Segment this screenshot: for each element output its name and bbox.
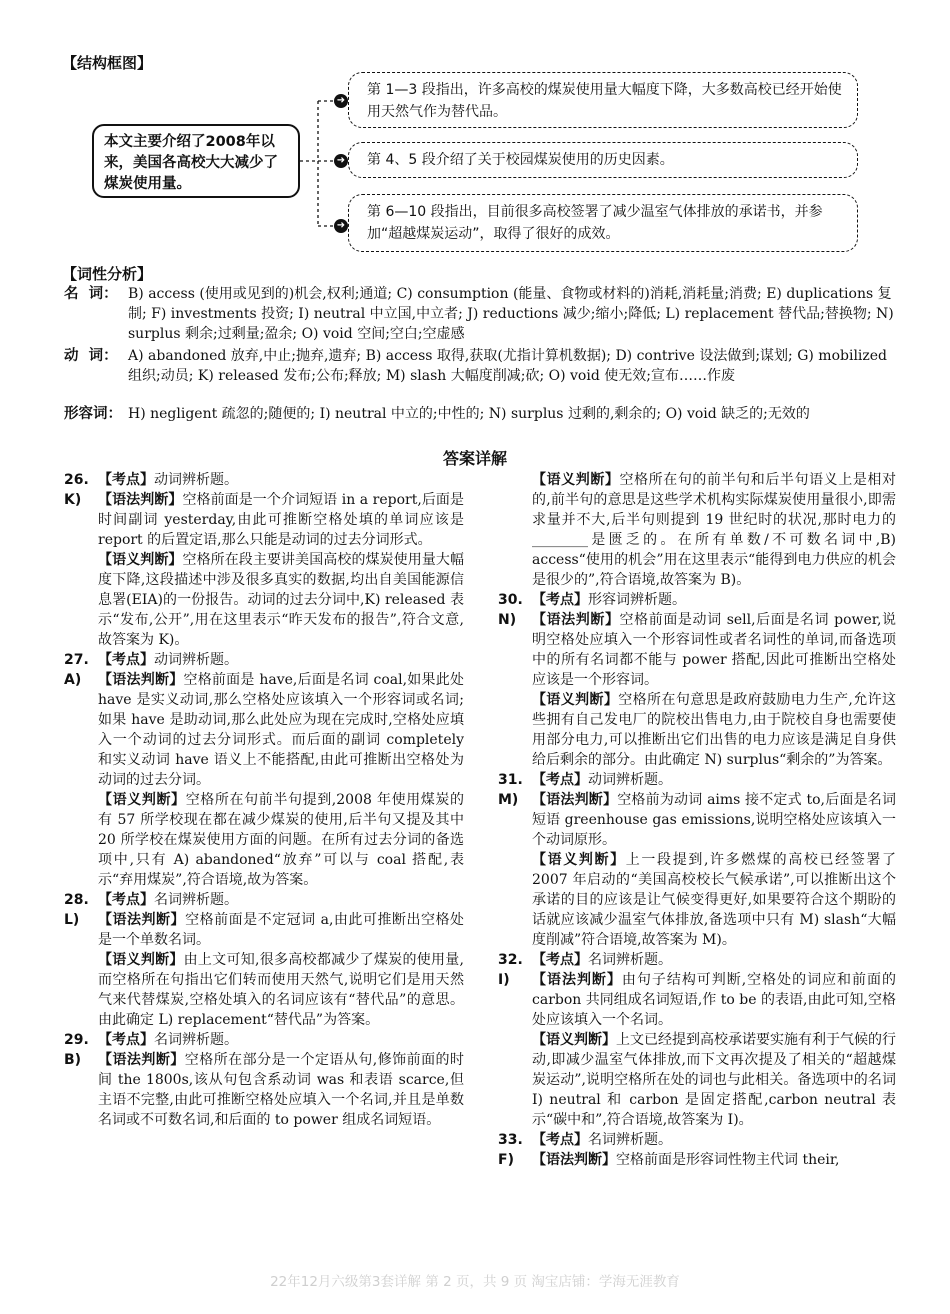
q28 bbox=[64, 890, 464, 910]
q27 bbox=[64, 650, 464, 670]
point-box-3: 第 6—10 段指出，目前很多高校签署了减少温室气体排放的承诺书，并参加“超越煤炭运动”，取得了很好的成效。 bbox=[348, 194, 858, 252]
q32-grammar-label: 【语法判断】 bbox=[532, 972, 622, 988]
q29-grammar-label: 【语法判断】 bbox=[98, 1052, 185, 1068]
q30-grammar bbox=[498, 610, 896, 690]
q28-type: 名词辨析题。 bbox=[154, 892, 238, 908]
answers-left-column bbox=[64, 470, 464, 1130]
q30-grammar-label: 【语法判断】 bbox=[532, 612, 620, 628]
main-summary-box: 本文主要介绍了2008年以来，美国各高校大大减少了煤炭使用量。 bbox=[92, 124, 300, 198]
arrow-right-icon: ➜ bbox=[334, 219, 348, 233]
q33-grammar-text: 空格前面是形容词性物主代词 their, bbox=[616, 1152, 840, 1168]
q29 bbox=[64, 1030, 464, 1050]
q32-grammar bbox=[498, 970, 896, 1030]
q29-grammar-text: 空格所在部分是一个定语从句,修饰前面的时间 the 1800s,该从句包含系动词 was 和表语 scarce,但主语不完整,由此可推断空格处应填入一个名词,并且是单数名词或不可数名词,和后面的 to power 组成名词短语。 bbox=[98, 1052, 465, 1128]
q27-kd-label: 【考点】 bbox=[98, 652, 154, 668]
q26-type: 动词辨析题。 bbox=[154, 472, 238, 488]
q30 bbox=[498, 590, 896, 610]
q32-semantic bbox=[532, 1030, 896, 1130]
q31-grammar-text: 空格前为动词 aims 接不定式 to,后面是名词短语 greenhouse gas emissions,说明空格处应该填入一个动词原形。 bbox=[532, 792, 897, 848]
q31-semantic bbox=[532, 850, 896, 950]
q27-number: 27. bbox=[64, 652, 89, 668]
q28-semantic-label: 【语义判断】 bbox=[98, 952, 184, 968]
q32-answer-letter: I) bbox=[498, 972, 510, 988]
q28-kd-label: 【考点】 bbox=[98, 892, 154, 908]
q27-grammar bbox=[64, 670, 464, 790]
pos-verb-label: 动 词： bbox=[64, 348, 118, 364]
q26-kd-label: 【考点】 bbox=[98, 472, 154, 488]
q26-semantic bbox=[98, 550, 464, 650]
q31-type: 动词辨析题。 bbox=[588, 772, 672, 788]
q30-number: 30. bbox=[498, 592, 523, 608]
arrow-right-icon: ➜ bbox=[334, 154, 348, 168]
q32-number: 32. bbox=[498, 952, 523, 968]
q28-semantic bbox=[98, 950, 464, 1030]
q28-semantic-text: 由上文可知,很多高校都减少了煤炭的使用量,而空格所在句指出它们转而使用天然气,说明它们是用天然气来代替煤炭,空格处填入的名词应该有“替代品”的意思。由此确定 L) replacement“替代品”为答案。 bbox=[98, 952, 464, 1028]
q32-semantic-text: 上文已经提到高校承诺要实施有利于气候的行动,即减少温室气体排放,而下文再次提及了相关的“超越煤炭运动”,说明空格所在处的词也与此相关。备选项中的名词 I) neutral 和 carbon 是固定搭配,carbon neutral 表示“碳中和”,符合语境,故答案为 I)。 bbox=[532, 1032, 896, 1128]
q29-type: 名词辨析题。 bbox=[154, 1032, 238, 1048]
q31 bbox=[498, 770, 896, 790]
point-box-2: 第 4、5 段介绍了关于校园煤炭使用的历史因素。 bbox=[348, 142, 858, 178]
q33-answer-letter: F) bbox=[498, 1152, 514, 1168]
q29-semantic bbox=[532, 470, 896, 590]
pos-adj bbox=[64, 404, 894, 424]
q26-number: 26. bbox=[64, 472, 89, 488]
pos-adj-text: H) negligent 疏忽的;随便的; I) neutral 中立的;中性的; N) surplus 过剩的,剩余的; O) void 缺乏的;无效的 bbox=[128, 406, 810, 422]
q31-number: 31. bbox=[498, 772, 523, 788]
q31-semantic-text: 上一段提到,许多燃煤的高校已经签署了 2007 年启动的“美国高校校长气候承诺”,可以推断出这个承诺的目的应该是让气候变得更好,如果要符合这个期盼的话就应该减少温室气体排放,备选项中只有 M) slash“大幅度削减”符合语境,故答案为 M)。 bbox=[532, 852, 896, 948]
q30-kd-label: 【考点】 bbox=[532, 592, 588, 608]
q26-grammar-text: 空格前面是一个介词短语 in a report,后面是时间副词 yesterday,由此可推断空格处填的单词应该是 report 的后置定语,那么只能是动词的过去分词形式。 bbox=[98, 492, 465, 548]
pos-adj-label: 形容词： bbox=[64, 406, 122, 422]
pos-noun bbox=[64, 284, 894, 344]
q26-semantic-text: 空格所在段主要讲美国高校的煤炭使用量大幅度下降,这段描述中涉及很多真实的数据,均出自美国能源信息署(EIA)的一份报告。动词的过去分词中,K) released 表示“发布,公开”,用在这里表示“昨天发布的报告”,符合文意,故答案为 K)。 bbox=[98, 552, 465, 648]
q30-semantic-text: 空格所在句意思是政府鼓励电力生产,允许这些拥有自己发电厂的院校出售电力,由于院校自身也需要使用部分电力,可以推断出它们出售的电力应该是满足自身供给后剩余的部分。由此确定 N) surplus“剩余的”为答案。 bbox=[532, 692, 897, 768]
arrow-right-icon: ➜ bbox=[334, 94, 348, 108]
q32-type: 名词辨析题。 bbox=[588, 952, 672, 968]
q33 bbox=[498, 1130, 896, 1150]
q27-grammar-text: 空格前面是 have,后面是名词 coal,如果此处 have 是实义动词,那么空格处应该填入一个形容词或名词;如果 have 是助动词,那么此处应为现在完成时,空格处应填入一个动词的过去分词形式。而后面的副词 completely 和实义动词 have 语义上不能搭配,由此可推断出空格处为动词的过去分词。 bbox=[98, 672, 465, 788]
pos-heading: 【词性分析】 bbox=[62, 265, 153, 283]
q31-answer-letter: M) bbox=[498, 792, 519, 808]
q29-semantic-text: 空格所在句的前半句和后半句语义上是相对的,前半句的意思是这些学术机构实际煤炭使用量很小,即需求量并不大,后半句则提到 19 世纪时的状况,那时电力的________是匮乏的。在所有单数/不可数名词中,B) access“使用的机会”用在这里表示“能得到电力供应的机会是很少的”,符合语境,故答案为 B)。 bbox=[532, 472, 896, 588]
q29-answer-letter: B) bbox=[64, 1052, 82, 1068]
q27-semantic-text: 空格所在句前半句提到,2008 年使用煤炭的有 57 所学校现在都在减少煤炭的使用,后半句又提及其中 20 所学校在煤炭使用方面的问题。在所有过去分词的备选项中,只有 A) abandoned“放弃”可以与 coal 搭配,表示“弃用煤炭”,符合语境,故为答案。 bbox=[98, 792, 465, 888]
q31-grammar bbox=[498, 790, 896, 850]
answers-title: 答案详解 bbox=[442, 449, 507, 468]
q26-semantic-label: 【语义判断】 bbox=[98, 552, 183, 568]
pos-noun-label: 名 词： bbox=[64, 286, 118, 302]
q32-semantic-label: 【语义判断】 bbox=[532, 1032, 616, 1048]
q27-type: 动词辨析题。 bbox=[154, 652, 238, 668]
q29-grammar bbox=[64, 1050, 464, 1130]
q30-answer-letter: N) bbox=[498, 612, 517, 628]
q29-number: 29. bbox=[64, 1032, 89, 1048]
q26 bbox=[64, 470, 464, 490]
q31-semantic-label: 【语义判断】 bbox=[532, 852, 626, 868]
answers-right-column bbox=[498, 470, 896, 1170]
q33-type: 名词辨析题。 bbox=[588, 1132, 672, 1148]
q33-number: 33. bbox=[498, 1132, 523, 1148]
q33-grammar-label: 【语法判断】 bbox=[532, 1152, 616, 1168]
q26-answer-letter: K) bbox=[64, 492, 82, 508]
q30-semantic bbox=[532, 690, 896, 770]
structure-heading: 【结构框图】 bbox=[62, 54, 153, 72]
q27-grammar-label: 【语法判断】 bbox=[98, 672, 184, 688]
pos-verb-text: A) abandoned 放弃,中止;抛弃,遗弃; B) access 取得,获取(尤指计算机数据); D) contrive 设法做到;谋划; G) mobilized 组织;动员; K) released 发布;公布;释放; M) slash 大幅度削减;砍; O) void 使无效;宣布……作废 bbox=[128, 348, 888, 384]
q28-grammar bbox=[64, 910, 464, 950]
q26-grammar bbox=[64, 490, 464, 550]
q32-kd-label: 【考点】 bbox=[532, 952, 588, 968]
q28-grammar-label: 【语法判断】 bbox=[98, 912, 186, 928]
q28-number: 28. bbox=[64, 892, 89, 908]
q30-semantic-label: 【语义判断】 bbox=[532, 692, 619, 708]
q32-grammar-text: 由句子结构可判断,空格处的词应和前面的 carbon 共同组成名词短语,作 to be 的表语,由此可知,空格处应该填入一个名词。 bbox=[532, 972, 896, 1028]
q28-answer-letter: L) bbox=[64, 912, 80, 928]
q31-grammar-label: 【语法判断】 bbox=[532, 792, 618, 808]
q33-grammar bbox=[498, 1150, 896, 1170]
q27-semantic-label: 【语义判断】 bbox=[98, 792, 186, 808]
q29-semantic-label: 【语义判断】 bbox=[532, 472, 620, 488]
q30-grammar-text: 空格前面是动词 sell,后面是名词 power,说明空格处应填入一个形容词性或者名词性的单词,而备选项中的所有名词都不能与 power 搭配,因此可推断出空格处应该是一个形容词。 bbox=[532, 612, 897, 688]
q33-kd-label: 【考点】 bbox=[532, 1132, 588, 1148]
pos-verb bbox=[64, 346, 894, 386]
q27-answer-letter: A) bbox=[64, 672, 82, 688]
pos-noun-text: B) access (使用或见到的)机会,权利;通道; C) consumption (能量、食物或材料的)消耗,消耗量;消费; E) duplications 复制; F) investments 投资; I) neutral 中立国,中立者; J) reductions 减少;缩小;降低; L) replacement 替代品;替换物; N) surplus 剩余;过剩量;盈余; O) void 空间;空白;空虚感 bbox=[128, 286, 894, 342]
q29-kd-label: 【考点】 bbox=[98, 1032, 154, 1048]
q27-semantic bbox=[98, 790, 464, 890]
point-box-1: 第 1—3 段指出，许多高校的煤炭使用量大幅度下降，大多数高校已经开始使用天然气作为替代品。 bbox=[348, 72, 858, 128]
page-footer: 22年12月六级第3套详解 第 2 页，共 9 页 淘宝店铺：学海无涯教育 bbox=[270, 1274, 680, 1290]
q31-kd-label: 【考点】 bbox=[532, 772, 588, 788]
q32 bbox=[498, 950, 896, 970]
q26-grammar-label: 【语法判断】 bbox=[98, 492, 183, 508]
q28-grammar-text: 空格前面是不定冠词 a,由此可推断出空格处是一个单数名词。 bbox=[98, 912, 464, 948]
q30-type: 形容词辨析题。 bbox=[588, 592, 686, 608]
